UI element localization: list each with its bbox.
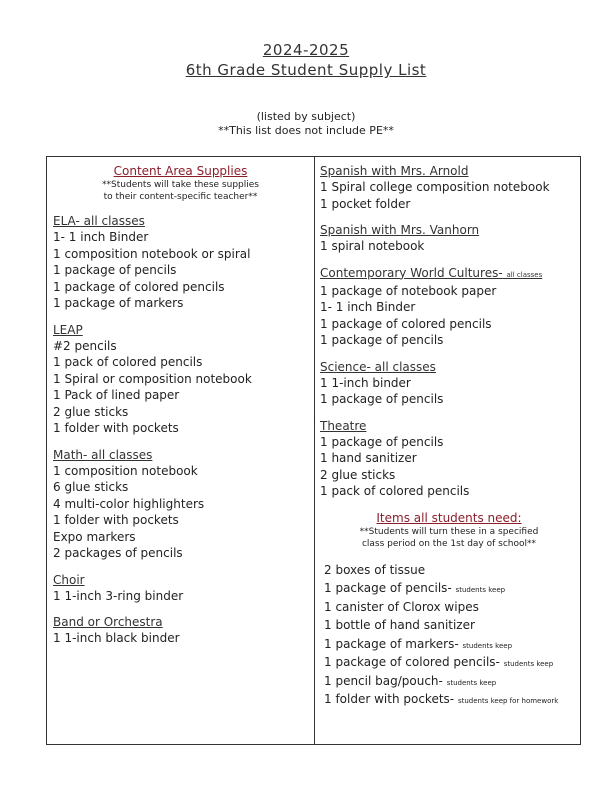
list-item: 1 package of colored pencils — [53, 279, 225, 294]
right-column — [320, 163, 578, 710]
list-item: 1 1-inch black binder — [53, 631, 180, 645]
content-area-note-2: to their content-specific teacher** — [103, 192, 258, 202]
list-item: 1 folder with pockets- students keep for homework — [324, 692, 559, 706]
list-item: 1 1-inch 3-ring binder — [53, 588, 184, 603]
ela-heading: ELA- all classes — [53, 214, 145, 228]
all-students-items — [320, 562, 578, 710]
list-item: 1 Pack of lined paper — [53, 388, 180, 402]
list-item: 1 composition notebook — [53, 463, 198, 478]
supply-table — [46, 156, 581, 745]
list-item: 2 boxes of tissue — [324, 562, 426, 577]
science-section — [320, 359, 578, 408]
world-cultures-section — [320, 265, 578, 349]
list-item: 1 composition notebook or spiral — [53, 246, 251, 261]
spanish-vanhorn-heading: Spanish with Mrs. Vanhorn — [320, 223, 480, 237]
band-heading: Band or Orchestra — [53, 615, 163, 629]
title-block — [0, 40, 612, 80]
all-students-section — [320, 510, 578, 710]
all-students-heading: Items all students need: — [376, 510, 522, 525]
band-section — [53, 614, 308, 647]
list-item: 1 package of notebook paper — [320, 283, 497, 298]
column-divider — [314, 157, 315, 744]
list-item: Expo markers — [53, 529, 136, 544]
spanish-arnold-heading: Spanish with Mrs. Arnold — [320, 164, 469, 178]
list-item: 1 pack of colored pencils — [320, 484, 470, 498]
ela-section — [53, 213, 308, 312]
list-item: 1 package of colored pencils- students keep — [324, 655, 554, 669]
world-cultures-heading-note: all classes — [506, 270, 543, 279]
left-column — [53, 163, 308, 647]
theatre-section — [320, 418, 578, 500]
list-item: 1 package of pencils — [320, 333, 444, 347]
choir-heading: Choir — [53, 572, 85, 587]
list-item: 1 pencil bag/pouch- students keep — [324, 673, 497, 688]
page-title: 6th Grade Student Supply List — [185, 61, 427, 79]
spanish-vanhorn-section — [320, 222, 578, 255]
list-item: 1 package of pencils — [320, 392, 444, 406]
list-item: 1 package of colored pencils — [320, 316, 492, 331]
list-item: 1 canister of Clorox wipes — [324, 599, 479, 614]
list-item: 1 1-inch binder — [320, 375, 411, 390]
list-item: 1 Spiral or composition notebook — [53, 371, 252, 386]
spanish-arnold-section — [320, 163, 578, 212]
content-area-note-1: **Students will take these supplies — [102, 180, 259, 190]
subtitle: (listed by subject) — [256, 110, 356, 123]
world-cultures-heading-text: Contemporary World Cultures- — [320, 265, 503, 280]
list-item: 1 folder with pockets — [53, 513, 179, 527]
list-item: 1- 1 inch Binder — [53, 230, 149, 244]
all-students-note-1: **Students will turn these in a specified — [359, 526, 539, 537]
list-item: 1 package of markers — [53, 296, 184, 310]
choir-section — [53, 572, 308, 605]
list-item: 6 glue sticks — [53, 480, 129, 494]
pe-note: **This list does not include PE** — [218, 124, 394, 137]
list-item: 1 pack of colored pencils — [53, 355, 203, 369]
math-heading: Math- all classes — [53, 447, 153, 462]
list-item: 1 package of markers- students keep — [324, 636, 513, 651]
math-section — [53, 447, 308, 562]
world-cultures-heading — [320, 265, 578, 283]
leap-heading: LEAP — [53, 322, 83, 337]
list-item: 2 glue sticks — [53, 404, 129, 419]
list-item: 1 package of pencils- students keep — [324, 581, 506, 595]
leap-section — [53, 322, 308, 437]
content-area-heading: Content Area Supplies — [113, 164, 248, 178]
list-item: 1 package of pencils — [53, 263, 177, 277]
list-item: 1 spiral notebook — [320, 239, 425, 253]
list-item: 1 package of pencils — [320, 434, 444, 449]
list-item: 1 bottle of hand sanitizer — [324, 618, 475, 632]
school-year: 2024-2025 — [262, 41, 350, 59]
list-item: 1 folder with pockets — [53, 421, 179, 435]
list-item: 1 hand sanitizer — [320, 451, 417, 465]
list-item: 1 pocket folder — [320, 196, 411, 211]
list-item: 2 packages of pencils — [53, 546, 183, 560]
theatre-heading: Theatre — [320, 418, 367, 433]
list-item: 1 Spiral college composition notebook — [320, 180, 550, 194]
all-students-note-2: class period on the 1st day of school** — [361, 538, 537, 549]
list-item: #2 pencils — [53, 338, 117, 353]
subtitle-block — [0, 110, 612, 138]
list-item: 2 glue sticks — [320, 467, 396, 482]
list-item: 1- 1 inch Binder — [320, 300, 416, 314]
science-heading: Science- all classes — [320, 359, 436, 374]
list-item: 4 multi-color highlighters — [53, 496, 205, 511]
